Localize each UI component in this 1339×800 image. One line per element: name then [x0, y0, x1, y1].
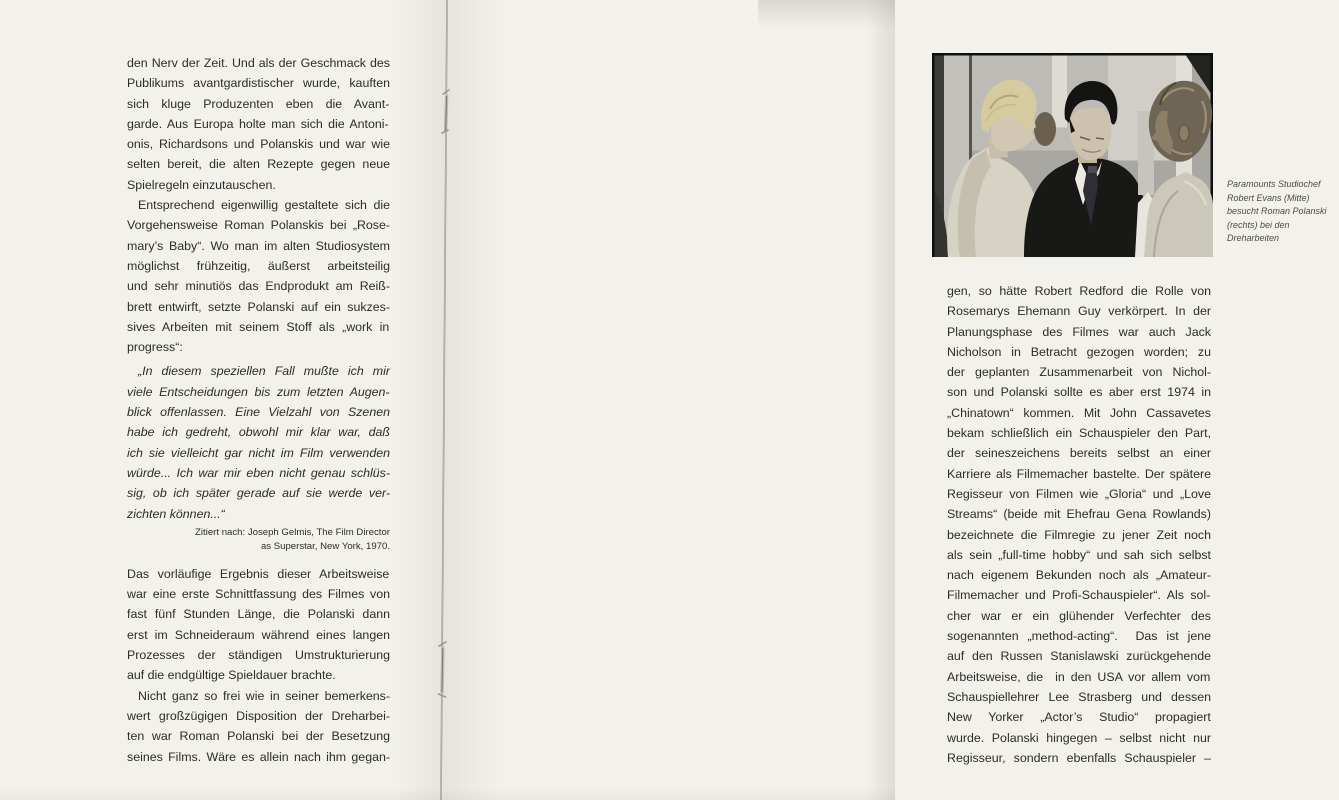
text-line: Nicht ganz so frei wie in seiner bemerkens- [138, 688, 390, 703]
text-line: war eine erste Schnittfassung des Filmes von [127, 587, 390, 602]
text-line: Planungsphase des Filmes war auch Jack [947, 324, 1211, 339]
text-line: bekam schließlich ein Schauspieler den Part, [947, 426, 1211, 441]
text-line: Filmemacher und Profi-Schauspieler“. Als sol- [947, 588, 1211, 603]
text-line: Regisseur von Filmen wie „Gloria“ und „Love [947, 486, 1211, 501]
text-line: besucht Roman Polanski [1227, 206, 1327, 217]
text-line: garde. Aus Europa holte man sich die Antoni- [127, 116, 389, 131]
text-line: möglichst frühzeitig, äußerst arbeitsteilig [127, 258, 390, 273]
text-line: habe ich gedreht, obwohl mir klar war, daß [127, 425, 390, 440]
text-line: ten war Roman Polanski bei der Besetzung [127, 729, 390, 744]
text-line: seines Films. Wäre es allein nach ihm gegan- [127, 749, 390, 764]
text-line: sives Arbeiten mit seinem Stoff als „work in [127, 319, 390, 334]
text-line: blick offenlassen. Eine Vielzahl von Szenen [127, 405, 390, 420]
text-line: würde... Ich war mir eben nicht genau schlüs- [127, 465, 390, 480]
text-line: Das vorläufige Ergebnis dieser Arbeitsweise [127, 566, 390, 581]
text-line: Spielregeln einzutauschen. [127, 177, 276, 192]
text-line: Paramounts Studiochef [1227, 179, 1321, 189]
text-line: Publikums avantgardistischer wurde, kauften [127, 76, 390, 91]
text-line: cher war er ein glühender Verfechter des [947, 608, 1211, 623]
text-line: New Yorker „Actor’s Studio“ propagiert [947, 710, 1211, 725]
text-line: Nicholson in Betracht gezogen worden; zu [947, 344, 1211, 359]
left-page [0, 0, 445, 800]
text-line: Arbeitsweise, die in den USA vor allem vom [947, 669, 1211, 684]
text-line: Streams“ (beide mit Ehefrau Gena Rowlands) [947, 507, 1211, 522]
text-line: gen, so hätte Robert Redford die Rolle von [947, 284, 1211, 298]
set-photo [932, 53, 1213, 257]
text-line: ich sie vielleicht gar nicht im Film verwenden [127, 445, 390, 460]
text-line: der geplanten Zusammenarbeit von Nichol- [947, 365, 1211, 380]
text-line: der seineszeichens bereits selbst an einer [947, 446, 1211, 461]
quote-citation [127, 526, 390, 554]
text-line: fast fünf Stunden Länge, die Polanski dann [127, 607, 390, 622]
text-line: „Chinatown“ kommen. Mit John Cassavetes [947, 405, 1211, 420]
text-line: onis, Richardsons und Polanskis und war wie [127, 137, 390, 152]
text-line: sich kluge Produzenten eben die Avant- [127, 96, 390, 111]
right-text-column [947, 281, 1211, 768]
text-line: Entsprechend eigenwillig gestaltete sich die [138, 198, 390, 213]
text-line: son und Polanski sollte es aber erst 1974 in [947, 385, 1211, 400]
text-line: mary’s Baby“. Wo man im alten Studiosystem [127, 238, 390, 253]
text-line: viele Entscheidungen bis zum letzten Augen- [127, 384, 390, 399]
text-line: brett entwirft, setzte Polanski auf ein sukzes- [127, 299, 390, 314]
text-line: Rosemarys Ehemann Guy verkörpert. In der [947, 304, 1211, 319]
text-line: als sein „full-time hobby“ und sah sich selbst [947, 547, 1211, 562]
text-line: nach eigenem Bekunden noch als „Amateur- [947, 568, 1211, 583]
paragraph-continuation [127, 53, 390, 195]
set-photo-illustration [932, 53, 1213, 257]
text-line: sogenannten „method-acting“. Das ist jene [947, 629, 1211, 644]
paragraph-besetzung [127, 686, 390, 767]
text-line: progress“: [127, 340, 183, 355]
text-line: wert großzügigen Disposition der Dreharbei- [127, 708, 390, 723]
text-line: Prozesses der ständigen Umstrukturierung [127, 648, 390, 663]
text-line: und sehr minutiös das Endprodukt am Reiß- [127, 279, 390, 294]
text-line: Karriere als Filmemacher bastelte. Der spätere [947, 466, 1211, 481]
text-line: wurde. Polanski hingegen – selbst nicht nur [947, 730, 1211, 745]
text-line: auf den Russen Stanislawski zurückgehende [947, 649, 1211, 664]
text-line: Robert Evans (Mitte) [1227, 192, 1310, 203]
paragraph-polanski-zitat [127, 361, 390, 523]
text-line: Dreharbeiten [1227, 233, 1280, 244]
right-page [445, 0, 1327, 800]
text-line: Vorgehensweise Roman Polanskis bei „Rose- [127, 218, 390, 233]
photo-caption-block [1227, 178, 1339, 246]
text-line: Schauspiellehrer Lee Strasberg und dessen [947, 689, 1211, 704]
text-line: auf die endgültige Spieldauer brachte. [127, 668, 336, 683]
text-line: sig, ob ich später gerade auf sie werde ver- [127, 486, 390, 501]
text-line: „In diesem speziellen Fall mußte ich mir [138, 364, 390, 379]
paragraph-besetzung-fortsetzung [947, 281, 1211, 768]
paragraph-schnittfassung [127, 564, 390, 686]
text-line: zichten können...“ [127, 506, 225, 521]
text-line: Regisseur, sondern ebenfalls Schauspieler – [947, 750, 1211, 765]
text-line: Zitiert nach: Joseph Gelmis, The Film Director [195, 526, 390, 538]
text-line: den Nerv der Zeit. Und als der Geschmack des [127, 56, 390, 70]
text-line: bezeichnete die Filmregie zu jener Zeit noch [947, 527, 1211, 542]
left-text-column [127, 53, 390, 767]
text-line: as Superstar, New York, 1970. [260, 540, 390, 552]
text-line: (rechts) bei den [1227, 219, 1290, 230]
text-line: erst im Schneideraum während eines langen [127, 627, 390, 642]
photo-caption [1227, 178, 1339, 246]
paragraph-vorgehensweise [127, 195, 390, 357]
text-line: selten bereit, die alten Rezepte gegen neue [127, 157, 390, 172]
